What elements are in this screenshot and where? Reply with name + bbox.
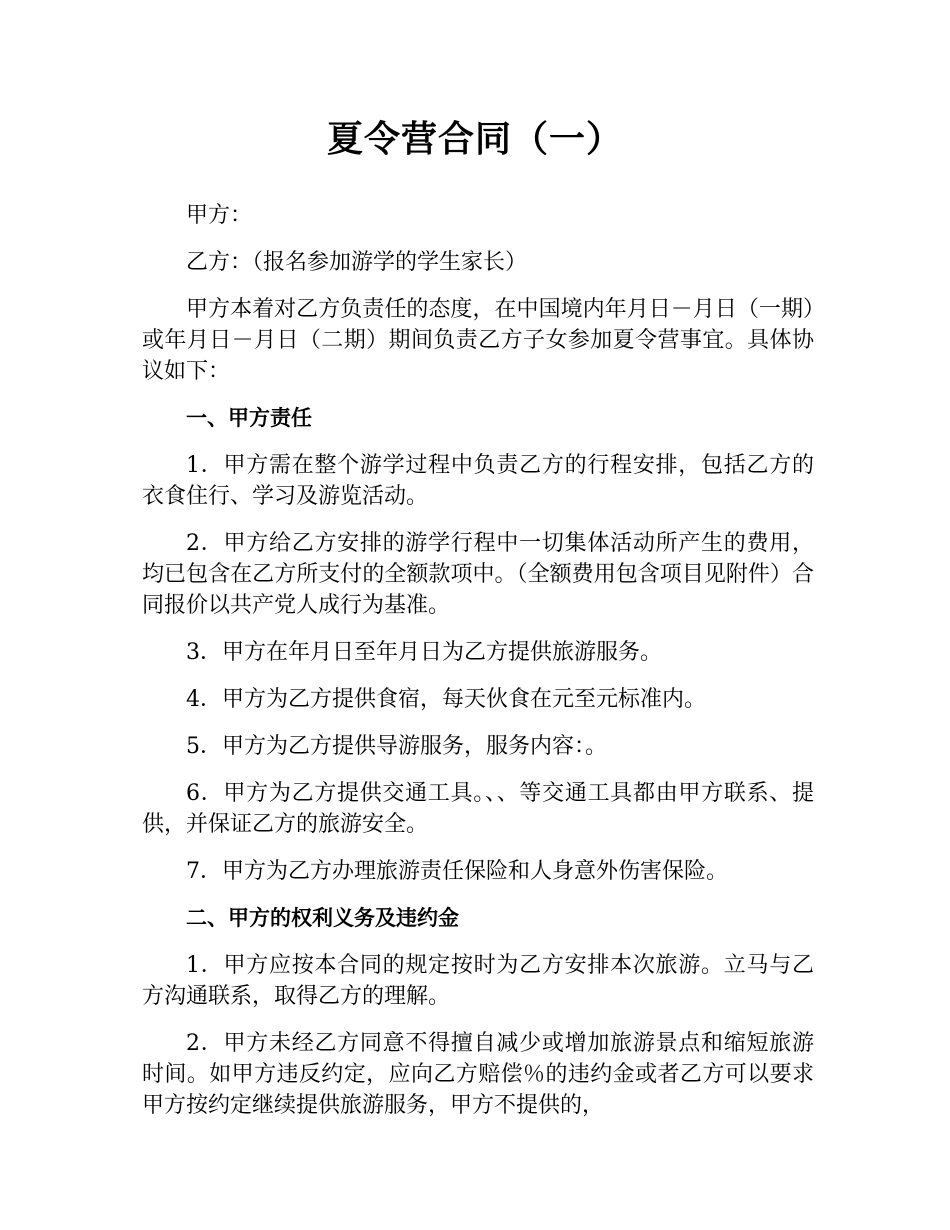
clause-paragraph: 7．甲方为乙方办理旅游责任保险和人身意外伤害保险。	[186, 859, 728, 884]
document-title: 夏令营合同（一）	[326, 119, 623, 160]
intro-paragraph: 甲方本着对乙方负责任的态度，在中国境内年月日－月日（一期）或年月日－月日（二期）期间负责乙方子女参加夏令营事宜。具体协议如下：	[142, 297, 814, 384]
clause-paragraph: 6．甲方为乙方提供交通工具。、、等交通工具都由甲方联系、提供，并保证乙方的旅游安全。	[142, 781, 814, 837]
clause-paragraph: 4．甲方为乙方提供食宿，每天伙食在元至元标准内。	[186, 687, 706, 712]
clause-paragraph: 2．甲方给乙方安排的游学行程中一切集体活动所产生的费用，均已包含在乙方所支付的全额款项中。（全额费用包含项目见附件）合同报价以共产党人成行为基准。	[142, 531, 814, 618]
clause-paragraph: 2．甲方未经乙方同意不得擅自减少或增加旅游景点和缩短旅游时间。如甲方违反约定，应向乙方赔偿％的违约金或者乙方可以要求甲方按约定继续提供旅游服务，甲方不提供的，	[142, 1031, 814, 1118]
party-b-line: 乙方：（报名参加游学的学生家长）	[186, 250, 528, 275]
section-heading: 二、甲方的权利义务及违约金	[186, 906, 459, 930]
clause-paragraph: 1．甲方应按本合同的规定按时为乙方安排本次旅游。立马与乙方沟通联系，取得乙方的理解。	[142, 953, 814, 1009]
section-heading: 一、甲方责任	[186, 406, 312, 430]
clause-paragraph: 5．甲方为乙方提供导游服务，服务内容：。	[186, 734, 607, 759]
document-body	[142, 200, 814, 1137]
party-a-line: 甲方：	[186, 203, 253, 228]
clause-paragraph: 3．甲方在年月日至年月日为乙方提供旅游服务。	[186, 640, 662, 665]
clause-paragraph: 1．甲方需在整个游学过程中负责乙方的行程安排，包括乙方的衣食住行、学习及游览活动。	[142, 453, 814, 509]
